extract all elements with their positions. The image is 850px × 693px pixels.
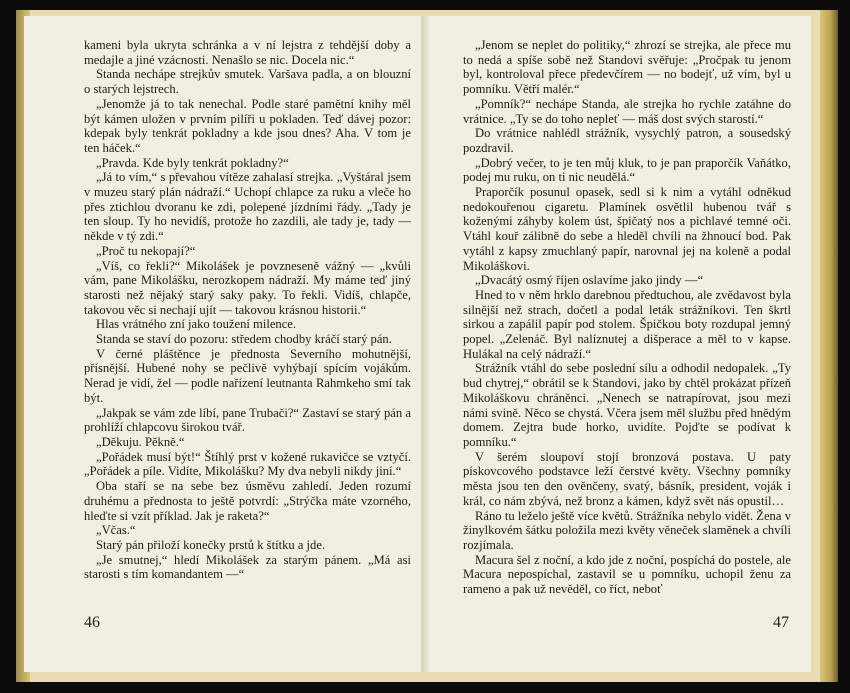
paragraph: Strážník vtáhl do sebe poslední sílu a odhodil nedopalek. „Ty bud chytrej,“ obrátil se k Standovi, jako by chtěl prokázat přízeň Mikoláškovu chráněnci. „Nenech se natrapírovat, jsou mezi námi svině. Něco se chystá. Včera jsem měl službu před hnědým domem. Zejtra bude horko, uvidíte. Pojďte se podívat k pomníku.“: [463, 361, 791, 449]
paragraph: Ráno tu leželo ještě více květů. Strážníka nebylo vidět. Žena v žinylkovém šátku položila mezi květy věneček slaměnek a chvíli rozjímala.: [463, 508, 791, 552]
paragraph: „Pořádek musí být!“ Štíhlý prst v kožené rukavičce se vztyčí. „Pořádek a píle. Vidíte, Mikolášku? My dva nebyli nikdy jiní.“: [84, 449, 411, 479]
paragraph: Standa se staví do pozoru: středem chodby kráčí starý pán.: [96, 332, 392, 347]
paragraph: „Je smutnej,“ hledí Mikolášek za starým pánem. „Má asi starosti s tím komandantem —“: [84, 552, 411, 582]
page-number-right: 47: [773, 614, 789, 631]
open-book: [16, 10, 838, 682]
paragraph: „Včas.“: [96, 523, 136, 538]
left-page: [24, 16, 429, 672]
paragraph: Hned to v něm hrklo darebnou předtuchou, ale zvědavost byla silnější než strach, dočetl a podal leták strážníkovi. Ten škrtl sirkou a zapálil papír pod stolem. Špičkou boty rozdupal jemný popel. „Zelenáč. Byl nalíznutej a dišperace a měl to v kapse. Hulákal na celý nádraží.“: [463, 287, 791, 361]
paragraph: Hlas vrátného zní jako toužení milence.: [96, 317, 297, 332]
paragraph: Oba staří se na sebe bez úsměvu zahledí. Jeden rozumí druhému a přednosta to ještě potvrdí: „Strýčka máte vzorného, hleďte si vzít příklad. Jak je raketa?“: [84, 479, 411, 523]
paragraph: V šerém sloupoví stojí bronzová postava. U paty pískovcového podstavce leží čerstvé květy. Všechny pomníky města jsou ten den ověnčeny, svatý, básník, president, voják i král, co nám zbývá, než bronz a kámen, když svět nás opustil…: [463, 449, 791, 508]
page-edge-right: [820, 10, 838, 682]
paragraph: „Pravda. Kde byly tenkrát pokladny?“: [96, 155, 289, 170]
paragraph: „Jenom se neplet do politiky,“ zhrozí se strejka, ale přece mu to nedá a spíše sobě než Standovi svěřuje: „Pročpak tu jenom byl, kontroloval přece předevčírem — no bodejť, už vím, byl u pomníku. Větří malér.“: [463, 38, 791, 97]
paragraph: „Já to vím,“ s převahou vítěze zahalasí strejka. „Vyštáral jsem v muzeu starý plán nádraží.“ Uchopí chlapce za ruku a vleče ho přes ztichlou dvoranu ke zdi, polepené jízdními řády. „Tady je ten sloup. Ty ho nevidíš, protože ho zazdili, ale tady je, tady — někde v tý zdi.“: [84, 170, 411, 244]
paragraph: Starý pán přiloží konečky prstů k štítku a jde.: [96, 537, 326, 552]
page-number-left: 46: [84, 614, 100, 631]
paragraph: Do vrátnice nahlédl strážník, vysychlý patron, a sousedský pozdravil.: [463, 126, 791, 155]
paragraph: „Proč tu nekopají?“: [96, 243, 196, 258]
paragraph: Standa nechápe strejkův smutek. Varšava padla, a on blouzní o starých lejstrech.: [84, 67, 411, 97]
paragraph: V černé pláštěnce je přednosta Severního mohutnější, přísnější. Hubené nohy se pečlivě vyhýbají spícím vojákům. Nerad je vidí, žel — podle nařízení leutnanta Rahmkeho smí tak být.: [84, 346, 411, 405]
paragraph: „Jenomže já to tak nenechal. Podle staré pamětní knihy měl být kámen uložen v prvním pilíři u pokladen. Teď dávej pozor: kdepak byly tenkrát pokladny a kde jsou dnes? Aha. V tom je ten háček.“: [84, 96, 411, 155]
paragraph: Praporčík posunul opasek, sedl si k nim a vytáhl odněkud nedokouřenou cigaretu. Plamínek osvětlil hubenou tvář s koženými záhyby kolem úst, špičatý nos a pichlavé temné oči. Vtáhl kouř zálibně do sebe a hleděl chvíli na žhnoucí bod. Pak vytáhl z kapsy zmuchlaný papír, narovnal jej na koleně a podal Mikoláškovi.: [463, 185, 791, 273]
paragraph: Macura šel z noční, a kdo jde z noční, pospíchá do postele, ale Macura nepospíchal, zastavil se u pomníku, uchopil ženu za rameno a pak už nevěděl, co říct, neboť: [463, 552, 791, 597]
paragraph: „Pomník?“ nechápe Standa, ale strejka ho rychle zatáhne do vrátnice. „Ty se do toho nepleť — máš dost svých starostí.“: [463, 96, 791, 126]
paragraph: „Dvacátý osmý říjen oslavíme jako jindy —“: [475, 273, 704, 288]
right-page-text: [463, 38, 791, 597]
paragraph: „Víš, co řekli?“ Mikolášek je povzneseně vážný — „kvůli vám, pane Mikolášku, nerozkopem nádraží. My máme teď jiný starosti než nějaký starý saky paky. To řekli. Vidíš, chlapče, takovou věc si nechají ujít — takovou krásnou historii.“: [84, 258, 411, 317]
paragraph: kameni byla ukryta schránka a v ní lejstra z tehdější doby a medajle a jiné vzácnosti. Nenašlo se nic. Docela nic.“: [84, 38, 411, 67]
paragraph: „Jakpak se vám zde líbí, pane Trubači?“ Zastaví se starý pán a prohlíží chlapcovu širokou tvář.: [84, 405, 411, 435]
right-page: [429, 16, 811, 672]
left-page-text: [84, 38, 411, 582]
paragraph: „Děkuju. Pěkně.“: [96, 434, 185, 449]
paragraph: „Dobrý večer, to je ten můj kluk, to je pan praporčík Vaňátko, podej mu ruku, on ti nic neudělá.“: [463, 155, 791, 185]
